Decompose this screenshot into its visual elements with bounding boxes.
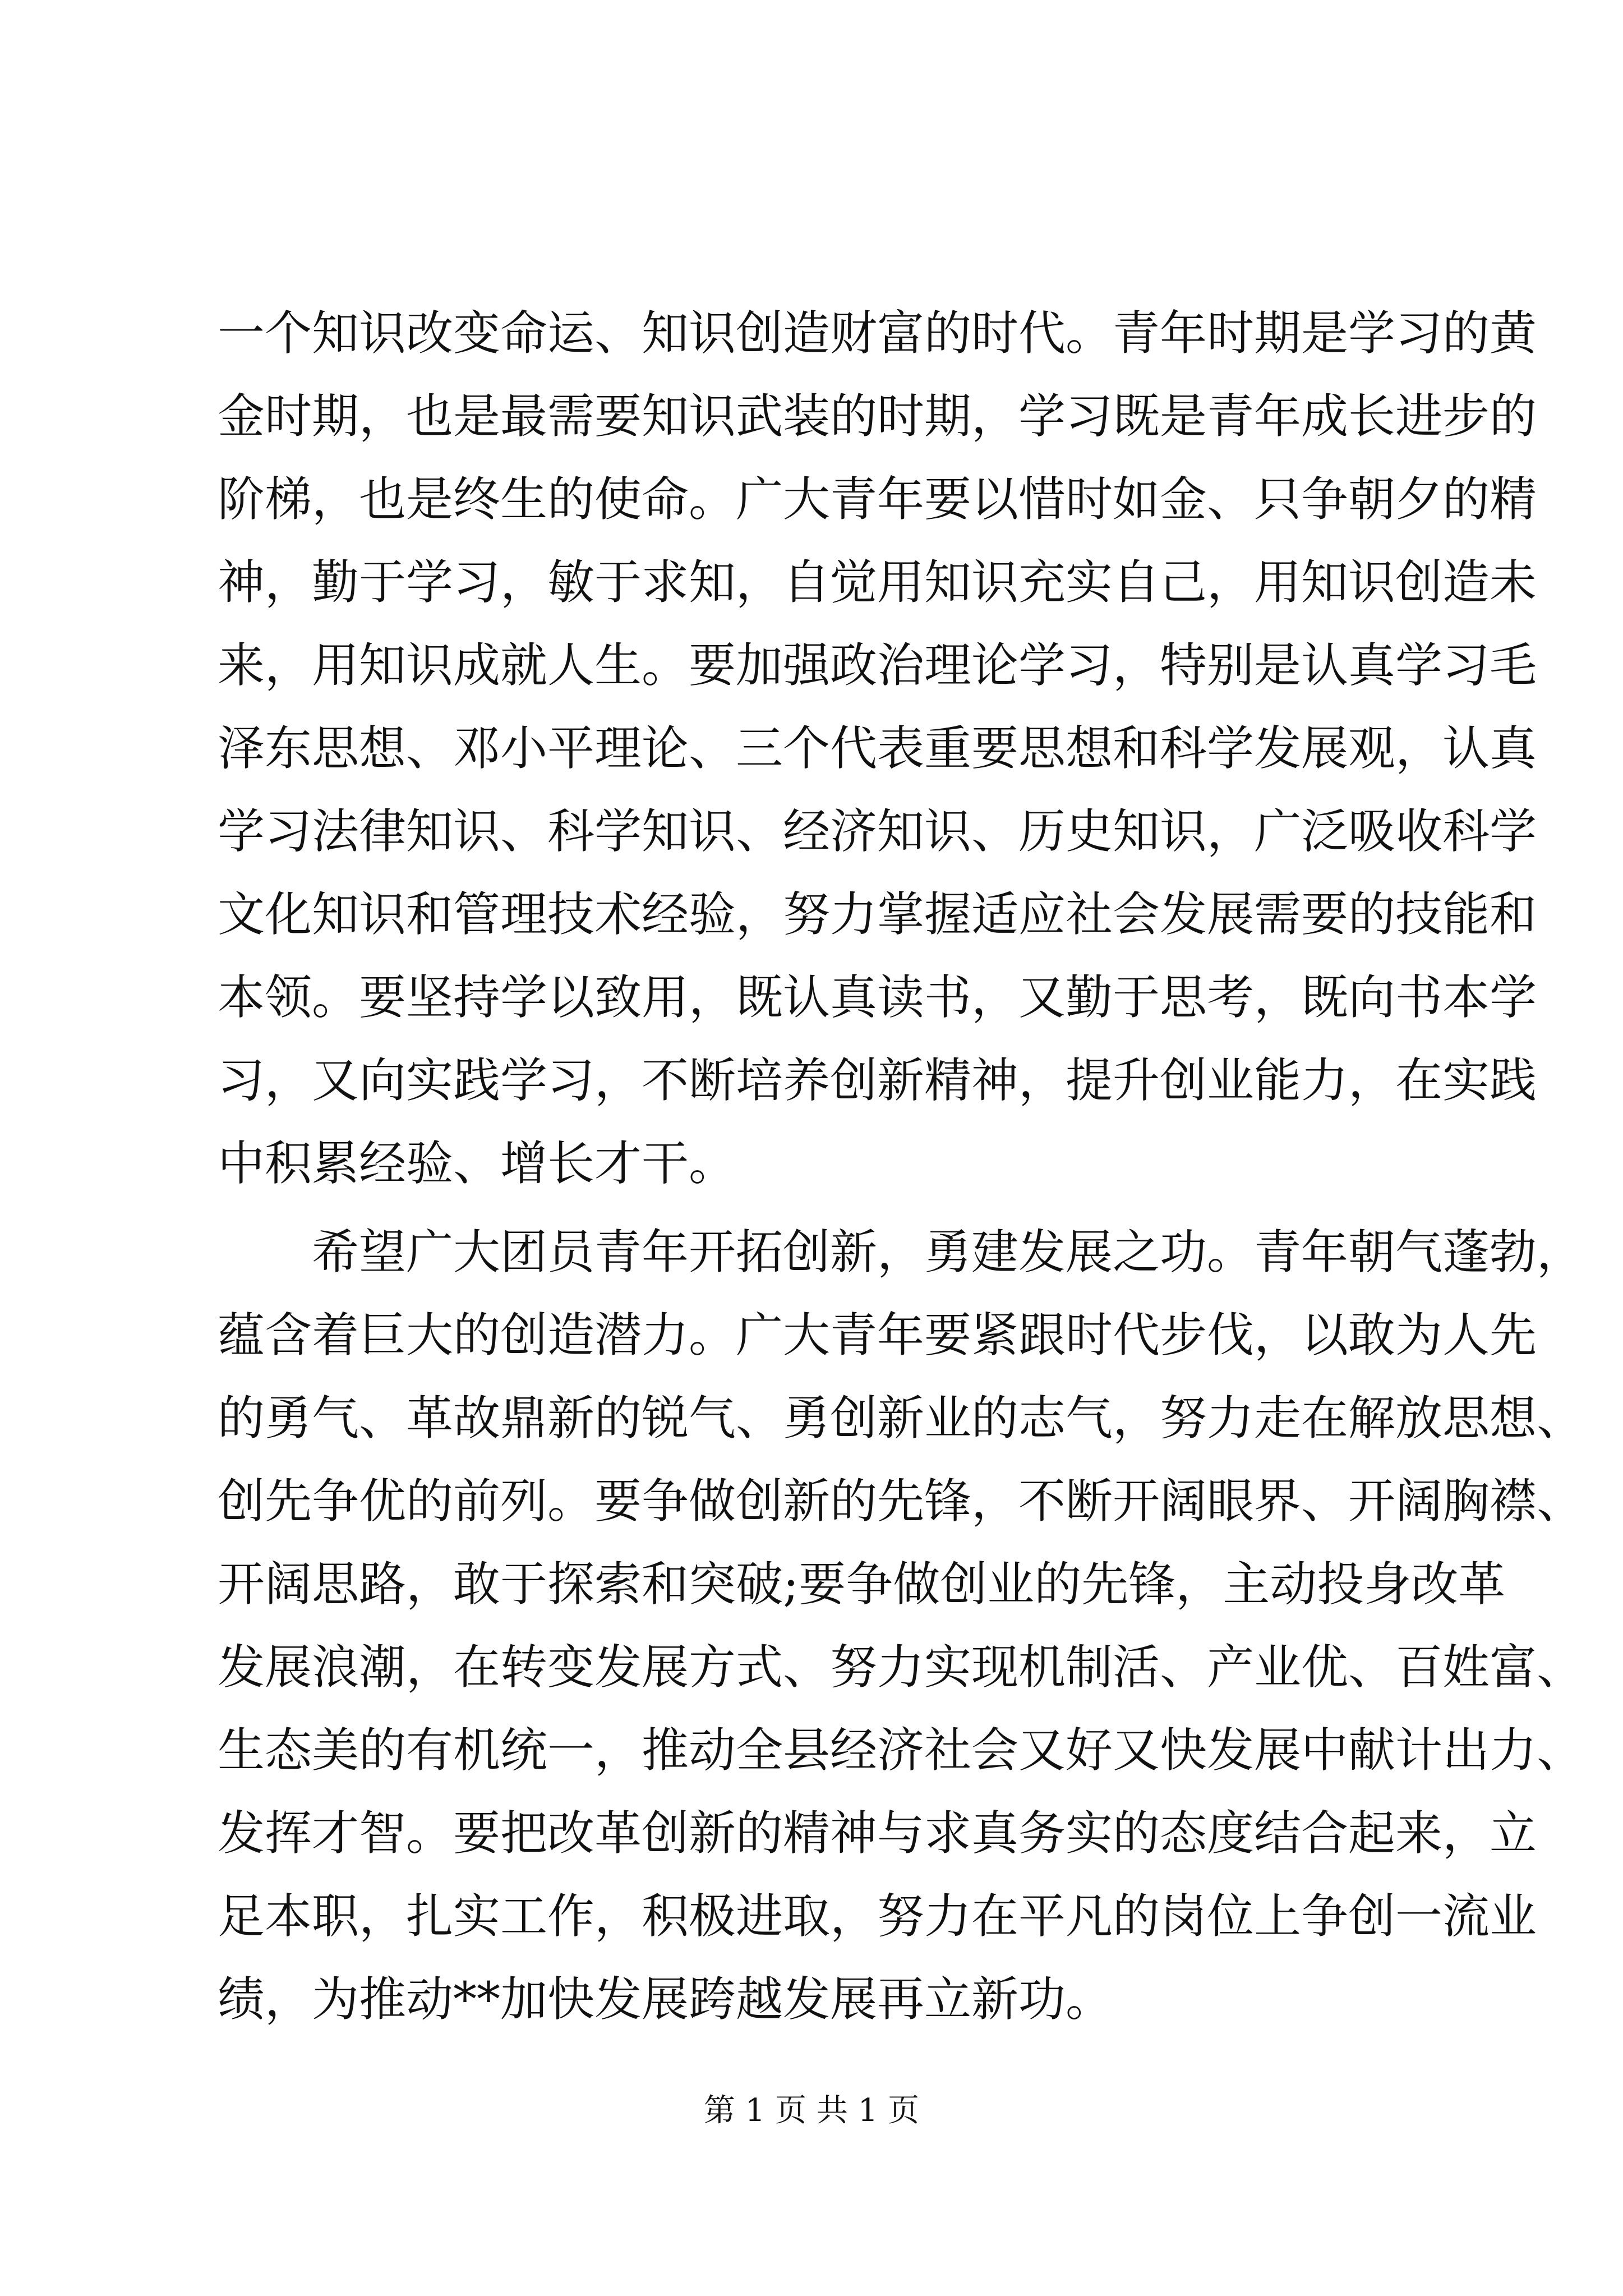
paragraph-2 — [218, 1211, 1584, 2041]
text-line: 习，又向实践学习，不断培养创新精神，提升创业能力，在实践 — [218, 1053, 1537, 1108]
document-body — [218, 292, 1584, 2041]
text-line: 阶梯，也是终生的使命。广大青年要以惜时如金、只争朝夕的精 — [218, 472, 1537, 527]
text-line: 泽东思想、邓小平理论、三个代表重要思想和科学发展观，认真 — [218, 721, 1537, 776]
paragraph-1 — [218, 292, 1537, 1205]
text-line: 本领。要坚持学以致用，既认真读书，又勤于思考，既向书本学 — [218, 970, 1537, 1025]
text-line: 金时期，也是最需要知识武装的时期，学习既是青年成长进步的 — [218, 389, 1537, 444]
text-line: 神，勤于学习，敏于求知，自觉用知识充实自己，用知识创造未 — [218, 555, 1537, 610]
text-line: 的勇气、革故鼎新的锐气、勇创新业的志气，努力走在解放思想、 — [218, 1391, 1584, 1446]
text-line: 学习法律知识、科学知识、经济知识、历史知识，广泛吸收科学 — [218, 804, 1537, 859]
text-line: 来，用知识成就人生。要加强政治理论学习，特别是认真学习毛 — [218, 638, 1537, 693]
text-line: 一个知识改变命运、知识创造财富的时代。青年时期是学习的黄 — [218, 306, 1537, 361]
text-line: 蕴含着巨大的创造潜力。广大青年要紧跟时代步伐，以敢为人先 — [218, 1308, 1537, 1363]
page-footer: 第 1 页 共 1 页 — [703, 2092, 920, 2129]
text-line: 文化知识和管理技术经验，努力掌握适应社会发展需要的技能和 — [218, 887, 1537, 942]
text-line: 发展浪潮，在转变发展方式、努力实现机制活、产业优、百姓富、 — [218, 1640, 1584, 1695]
text-line: 生态美的有机统一，推动全县经济社会又好又快发展中献计出力、 — [218, 1723, 1584, 1778]
text-line: 发挥才智。要把改革创新的精神与求真务实的态度结合起来，立 — [218, 1806, 1537, 1861]
text-line: 足本职，扎实工作，积极进取，努力在平凡的岗位上争创一流业 — [218, 1889, 1537, 1944]
text-line: 绩，为推动**加快发展跨越发展再立新功。 — [218, 1972, 1113, 2027]
paragraph-spacer — [218, 1205, 1412, 1211]
text-line: 开阔思路，敢于探索和突破;要争做创业的先锋，主动投身改革 — [218, 1557, 1506, 1612]
text-line: 希望广大团员青年开拓创新，勇建发展之功。青年朝气蓬勃， — [312, 1225, 1584, 1280]
text-line: 创先争优的前列。要争做创新的先锋，不断开阔眼界、开阔胸襟、 — [218, 1474, 1584, 1529]
text-line: 中积累经验、增长才干。 — [218, 1136, 736, 1191]
